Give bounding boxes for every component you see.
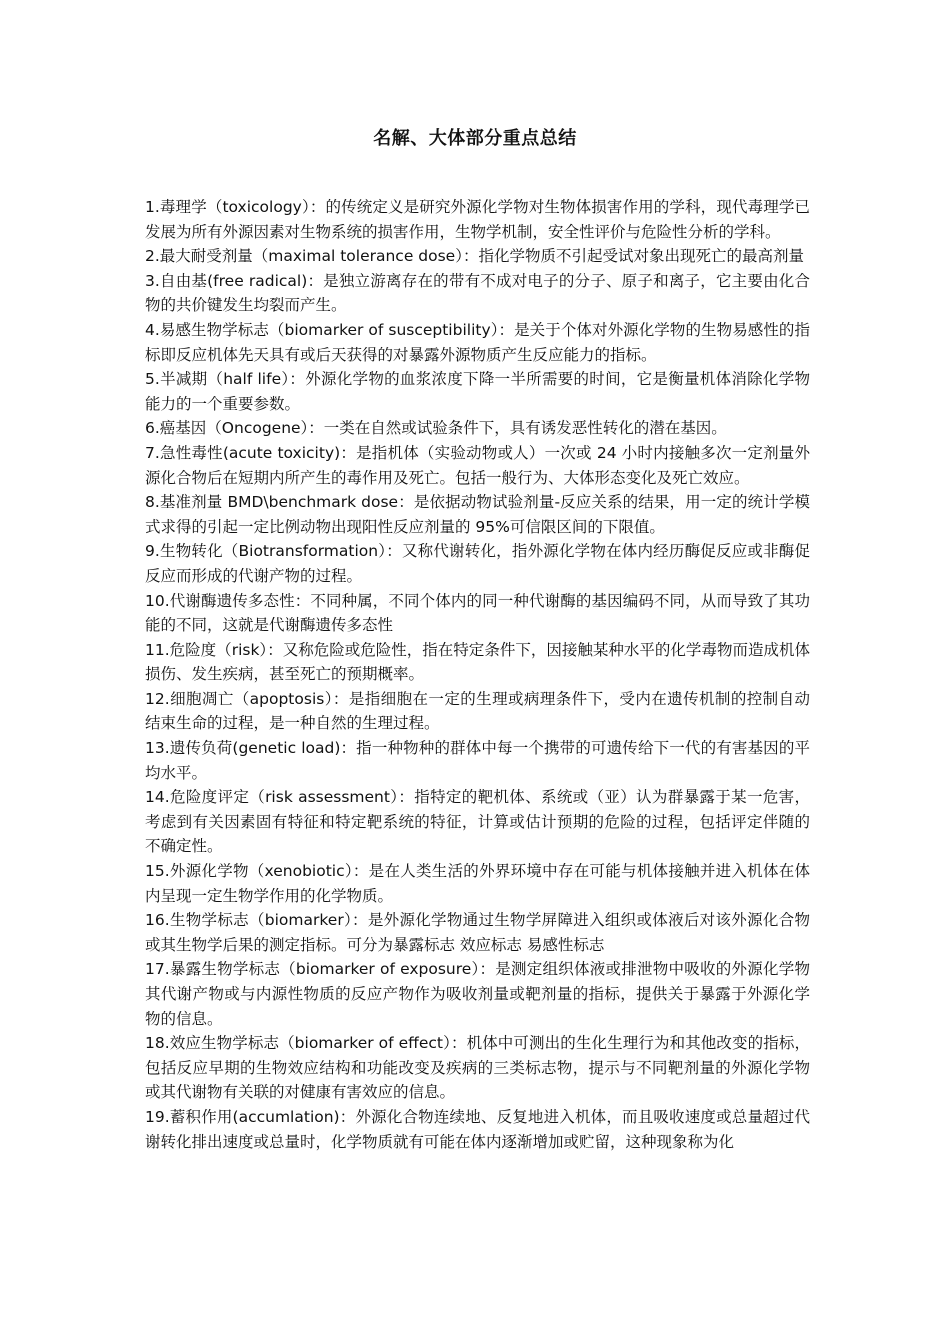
definition-entry-12: 12.细胞凋亡（apoptosis）：是指细胞在一定的生理或病理条件下，受内在遗传机制的控制自动结束生命的过程，是一种自然的生理过程。 — [145, 689, 810, 733]
definitions-list — [145, 195, 810, 1154]
definition-entry-14: 14.危险度评定（risk assessment）：指特定的靶机体、系统或（亚）认为群暴露于某一危害，考虑到有关因素固有特征和特定靶系统的特征，计算或估计预期的危险的过程，包括评定伴随的不确定性。 — [145, 788, 810, 856]
definition-entry-15: 15.外源化学物（xenobiotic）：是在人类生活的外界环境中存在可能与机体接触并进入机体在体内呈现一定生物学作用的化学物质。 — [145, 862, 810, 905]
definition-entry-9: 9.生物转化（Biotransformation）：又称代谢转化，指外源化学物在体内经历酶促反应或非酶促反应而形成的代谢产物的过程。 — [145, 542, 810, 585]
definition-entry-17: 17.暴露生物学标志（biomarker of exposure）：是测定组织体液或排泄物中吸收的外源化学物其代谢产物或与内源性物质的反应产物作为吸收剂量或靶剂量的指标，提供关于暴露于外源化学物的信息。 — [145, 960, 810, 1028]
definition-entry-10: 10.代谢酶遗传多态性：不同种属，不同个体内的同一种代谢酶的基因编码不同，从而导致了其功能的不同，这就是代谢酶遗传多态性 — [145, 591, 810, 635]
definition-entry-7: 7.急性毒性(acute toxicity)：是指机体（实验动物或人）一次或 24 小时内接触多次一定剂量外源化合物后在短期内所产生的毒作用及死亡。包括一般行为、大体形态变化及死亡效应。 — [145, 443, 810, 487]
definition-entry-6: 6.癌基因（Oncogene）：一类在自然或试验条件下，具有诱发恶性转化的潜在基因。 — [145, 419, 727, 438]
definition-entry-1: 1.毒理学（toxicology）：的传统定义是研究外源化学物对生物体损害作用的学科，现代毒理学已发展为所有外源因素对生物系统的损害作用，生物学机制，安全性评价与危险性分析的学科。 — [145, 198, 810, 241]
definition-entry-8: 8.基准剂量 BMD\benchmark dose：是依据动物试验剂量-反应关系的结果，用一定的统计学模式求得的引起一定比例动物出现阳性反应剂量的 95%可信限区间的下限值。 — [145, 493, 810, 536]
page-title: 名解、大体部分重点总结 — [373, 128, 577, 149]
definition-entry-5: 5.半减期（half life）：外源化学物的血浆浓度下降一半所需要的时间，它是衡量机体消除化学物能力的一个重要参数。 — [145, 370, 810, 413]
definition-entry-2: 2.最大耐受剂量（maximal tolerance dose）：指化学物质不引起受试对象出现死亡的最高剂量 — [145, 247, 804, 266]
definition-entry-4: 4.易感生物学标志（biomarker of susceptibility）：是关于个体对外源化学物的生物易感性的指标即反应机体先天具有或后天获得的对暴露外源物质产生反应能力的指标。 — [145, 320, 810, 364]
definition-entry-19: 19.蓄积作用(accumlation)：外源化合物连续地、反复地进入机体，而且吸收速度或总量超过代谢转化排出速度或总量时，化学物质就有可能在体内逐渐增加或贮留，这种现象称为化 — [145, 1107, 810, 1151]
definition-entry-16: 16.生物学标志（biomarker）：是外源化学物通过生物学屏障进入组织或体液后对该外源化合物或其生物学后果的测定指标。可分为暴露标志 效应标志 易感性标志 — [145, 911, 810, 954]
definition-entry-13: 13.遗传负荷(genetic load)：指一种物种的群体中每一个携带的可遗传给下一代的有害基因的平均水平。 — [145, 739, 810, 782]
definition-entry-18: 18.效应生物学标志（biomarker of effect）：机体中可测出的生化生理行为和其他改变的指标，包括反应早期的生物效应结构和功能改变及疾病的三类标志物，提示与不同靶剂量的外源化学物或其代谢物有关联的对健康有害效应的信息。 — [145, 1034, 810, 1102]
definition-entry-11: 11.危险度（risk）：又称危险或危险性，指在特定条件下，因接触某种水平的化学毒物而造成机体损伤、发生疾病，甚至死亡的预期概率。 — [145, 640, 810, 684]
definition-entry-3: 3.自由基(free radical)：是独立游离存在的带有不成对电子的分子、原子和离子，它主要由化合物的共价键发生均裂而产生。 — [145, 271, 810, 315]
